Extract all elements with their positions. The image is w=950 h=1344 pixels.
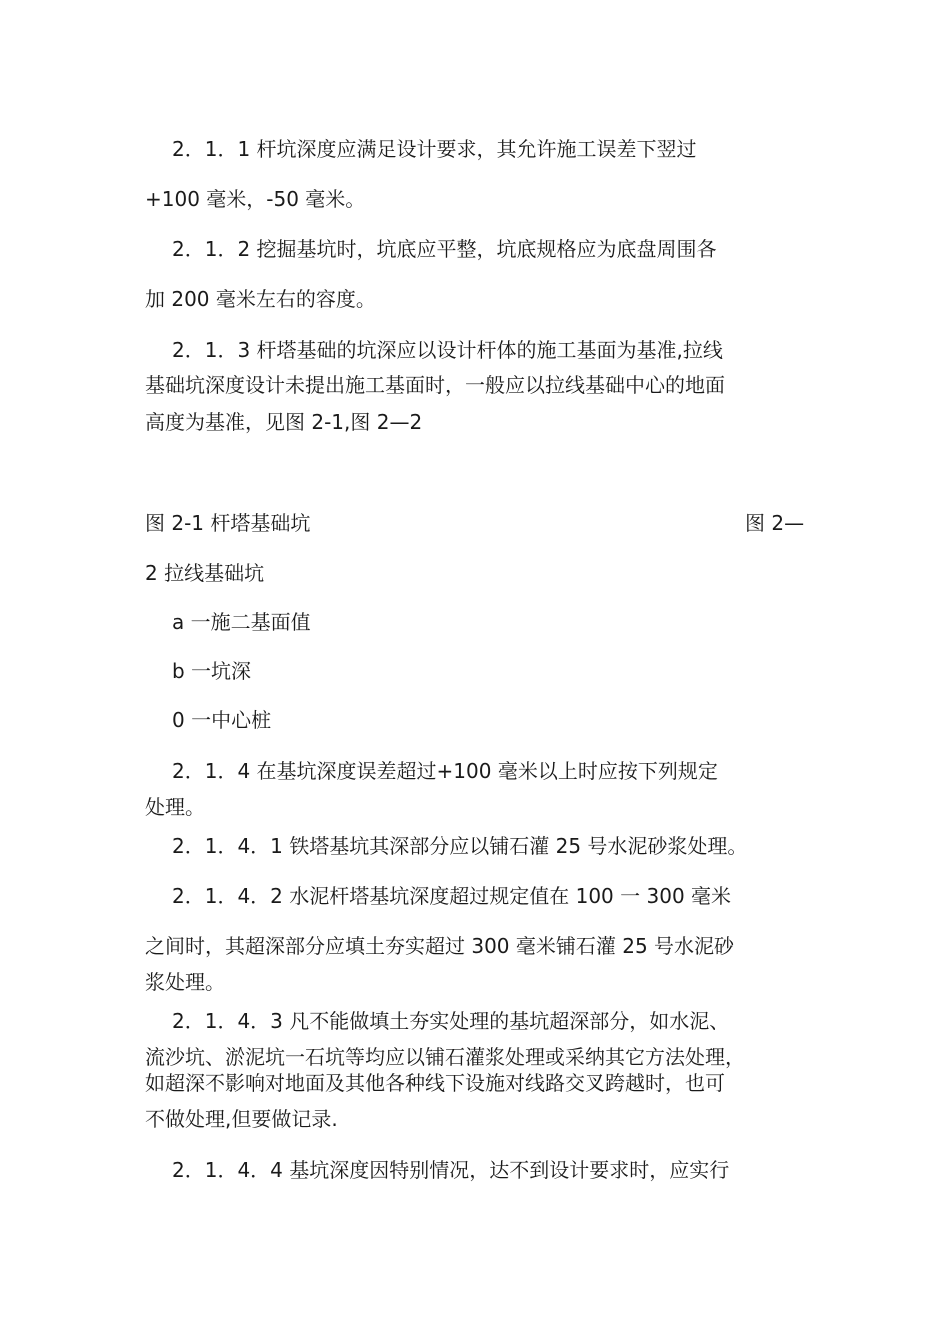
para-2-1-4-1-line-1: 2．1．4．1 铁塔基坑其深部分应以铺石灌 25 号水泥砂浆处理。 [172,834,748,858]
para-2-1-1-line-1: 2．1．1 杆坑深度应满足设计要求，其允许施工误差下翌过 [172,137,697,161]
para-2-1-2-line-2: 加 200 毫米左右的容度。 [145,287,376,311]
legend-b: b 一坑深 [172,659,252,683]
para-2-1-4-line-2: 处理。 [145,795,205,819]
para-2-1-4-3-line-3: 如超深不影响对地面及其他各种线下设施对线路交叉跨越时，也可 [145,1071,725,1095]
para-2-1-4-3-line-1: 2．1．4．3 凡不能做填土夯实处理的基坑超深部分，如水泥、 [172,1009,730,1033]
para-2-1-4-3-line-2: 流沙坑、淤泥坑一石坑等均应以铺石灌浆处理或采纳其它方法处理， [145,1045,745,1069]
para-2-1-4-3-line-4: 不做处理,但要做记录. [145,1107,338,1131]
para-2-1-1-line-2: +100 毫米，-50 毫米。 [145,187,366,211]
legend-a: a 一施二基面值 [172,610,311,634]
para-2-1-3-line-2: 基础坑深度设计未提出施工基面时，一般应以拉线基础中心的地面 [145,373,725,397]
para-2-1-4-2-line-2: 之间时，其超深部分应填土夯实超过 300 毫米铺石灌 25 号水泥砂 [145,934,735,958]
figure-caption-2-2-part-2: 2 拉线基础坑 [145,561,265,585]
para-2-1-4-4-line-1: 2．1．4．4 基坑深度因特别情况，达不到设计要求时，应实行 [172,1158,730,1182]
para-2-1-4-line-1: 2．1．4 在基坑深度误差超过+100 毫米以上时应按下列规定 [172,759,718,783]
figure-caption-2-2-part-1: 图 2— [745,511,805,535]
para-2-1-4-2-line-1: 2．1．4．2 水泥杆塔基坑深度超过规定值在 100 一 300 毫米 [172,884,732,908]
para-2-1-3-line-3: 高度为基准，见图 2-1,图 2—2 [145,410,423,434]
legend-o: 0 一中心桩 [172,708,272,732]
para-2-1-2-line-1: 2．1．2 挖掘基坑时，坑底应平整，坑底规格应为底盘周围各 [172,237,717,261]
para-2-1-4-2-line-3: 浆处理。 [145,970,225,994]
figure-caption-2-1: 图 2-1 杆塔基础坑 [145,511,311,535]
para-2-1-3-line-1: 2．1．3 杆塔基础的坑深应以设计杆体的施工基面为基准,拉线 [172,338,723,362]
